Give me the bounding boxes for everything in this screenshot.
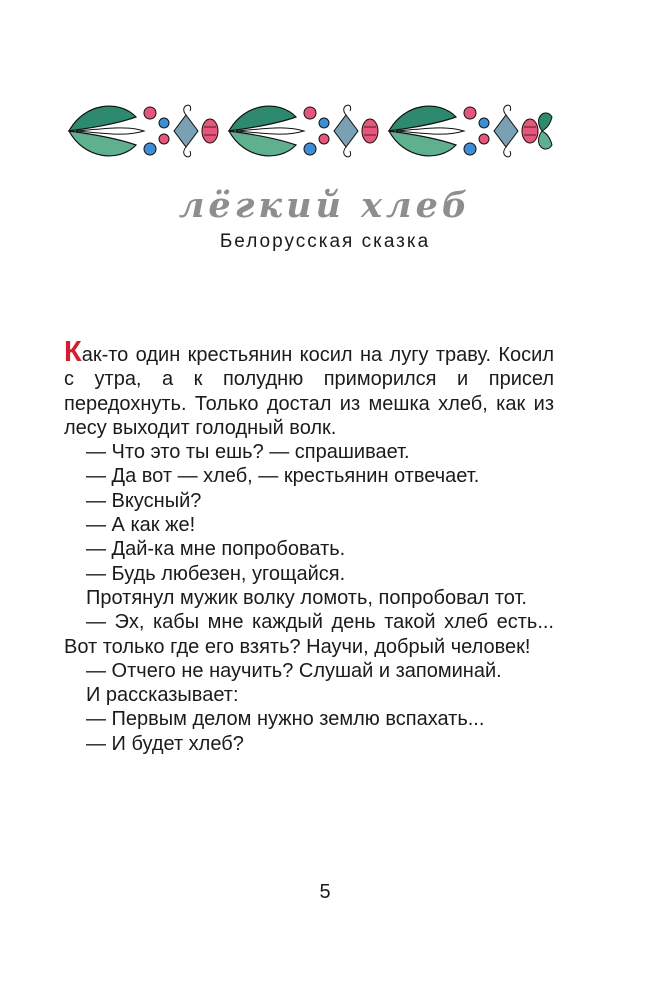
story-subtitle: Белорусская сказка — [219, 231, 431, 252]
paragraph: — Первым делом нужно землю вспахать... — [86, 708, 485, 731]
paragraph: — Да вот — хлеб, — крестьянин отвечает. — [86, 465, 480, 488]
paragraph: Как-то один крестьянин косил на лугу траву. Косил с утра, а к полудню приморился и присел передохнуть. Только достал из мешка хлеб, как из лесу выходит голодный волк. — [64, 336, 554, 439]
paragraph: — Что это ты ешь? — спрашивает. — [86, 441, 410, 464]
paragraph: — Вкусный? — [86, 489, 202, 512]
paragraph: — Отчего не научить? Слушай и запоминай. — [86, 659, 502, 682]
story-title: лёгкий хлеб — [178, 185, 472, 226]
paragraph: — Дай-ка мне попробовать. — [86, 538, 346, 561]
paragraph: — И будет хлеб? — [86, 732, 244, 755]
drop-cap: К — [64, 336, 82, 368]
paragraph: — А как же! — [86, 514, 196, 537]
paragraph: — Эх, кабы мне каждый день такой хлеб есть... Вот только где его взять? Научи, добрый человек! — [64, 611, 554, 658]
paragraph: — Будь любезен, угощайся. — [86, 562, 346, 585]
page-number: 5 — [319, 881, 331, 903]
paragraph: И рассказывает: — [86, 684, 239, 707]
paragraph: Протянул мужик волку ломоть, попробовал тот. — [86, 586, 527, 609]
decorative-ornament-band — [64, 97, 554, 165]
story-text — [64, 336, 554, 756]
